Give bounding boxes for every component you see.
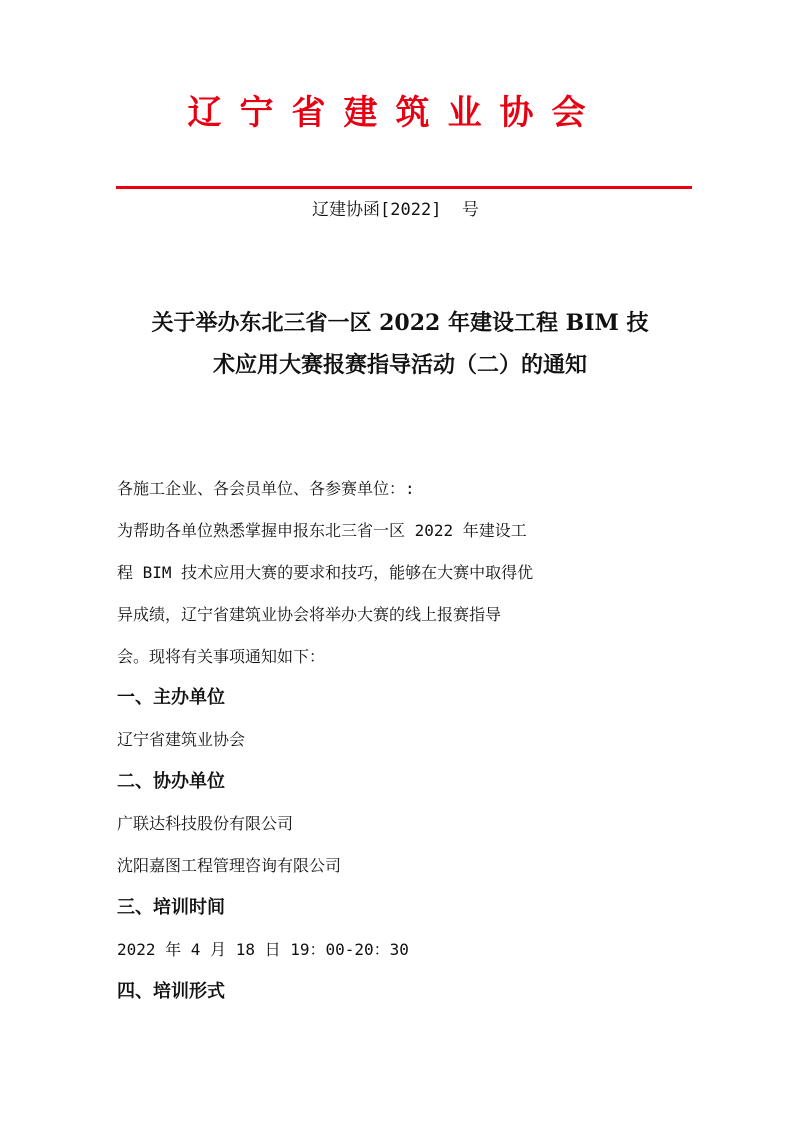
salutation: 各施工企业、各会员单位、各参赛单位：: xyxy=(117,479,415,498)
intro-line: 异成绩，辽宁省建筑业协会将举办大赛的线上报赛指导 xyxy=(117,605,502,624)
title-line-1: 关于举办东北三省一区 2022 年建设工程 BIM 技 xyxy=(151,310,649,336)
intro-line: 会。现将有关事项通知如下： xyxy=(117,647,326,666)
intro-line: 程 BIM 技术应用大赛的要求和技巧，能够在大赛中取得优 xyxy=(117,563,534,582)
title-line-2: 术应用大赛报赛指导活动（二）的通知 xyxy=(212,352,587,378)
document-title xyxy=(110,302,690,386)
intro-line: 为帮助各单位熟悉掌握申报东北三省一区 2022 年建设工 xyxy=(117,521,527,540)
organizer-name: 辽宁省建筑业协会 xyxy=(117,730,246,749)
section-heading-training-format: 四、培训形式 xyxy=(117,981,225,1002)
training-time-value: 2022 年 4 月 18 日 19：00-20：30 xyxy=(117,940,409,959)
section-heading-co-organizer: 二、协办单位 xyxy=(117,771,225,792)
co-organizer-name: 沈阳嘉图工程管理咨询有限公司 xyxy=(117,856,342,875)
document-number: 辽建协函[2022] 号 xyxy=(312,200,479,220)
section-heading-training-time: 三、培训时间 xyxy=(117,897,225,918)
header-divider xyxy=(116,186,692,189)
co-organizer-name: 广联达科技股份有限公司 xyxy=(117,814,294,833)
section-heading-organizer: 一、主办单位 xyxy=(117,687,225,708)
organization-header: 辽宁省建筑业协会 xyxy=(187,93,604,133)
